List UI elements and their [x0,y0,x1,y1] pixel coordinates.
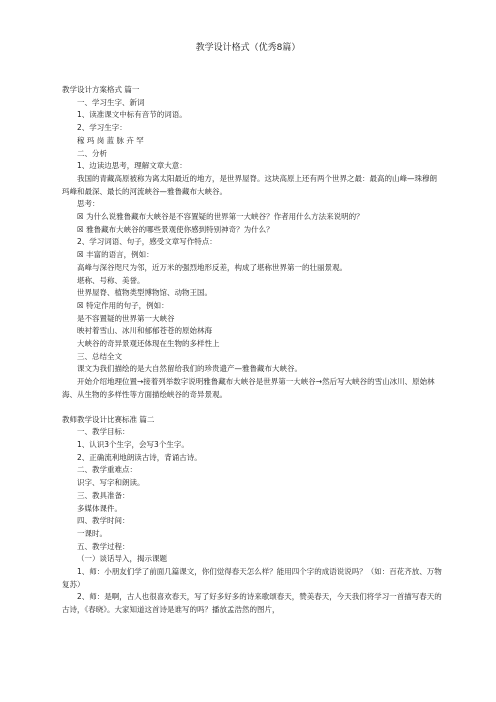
body-line: 1、师：小朋友们学了前面几篇课文，你们觉得春天怎么样？能用四个字的成语说说吗？（如：百花齐放、万物复苏） [62,567,442,589]
body-line: 识字、写字和朗读。 [77,478,145,488]
body-line: 世界屋脊、植物类型博物馆、动物王国。 [77,288,212,298]
body-line: 2、学习生字： [77,123,127,133]
body-line: 2、师：是啊，古人也很喜欢春天，写了好多好多的诗来歌颂春天，赞美春天，今天我们将学习一首描写春天的古诗，《春晓》。大家知道这首诗是谁写的吗？播放孟浩然的图片， [62,592,442,615]
body-line: 2、学习词语、句子，感受文章写作特点： [77,237,217,247]
body-line: ☒ 特定作用的句子，例如： [77,300,169,310]
section-heading: 教师教学设计比赛标准 篇二 [62,414,155,424]
body-line: 2、正确流利地朗读古诗，背诵古诗。 [77,452,202,462]
body-line: 堪称、号称、美誉。 [77,275,145,285]
body-line: 1、边读边思考，理解文章大意： [77,161,187,171]
body-line: 一、学习生字、新词 [77,97,145,107]
body-line: 二、分析 [77,148,107,158]
body-line: 开始介绍地理位置→接着列举数字说明雅鲁藏布大峡谷是世界第一大峡谷→然后写大峡谷的雪山冰川、原始林海、从生物的多样性等方面描绘峡谷的奇异景观。 [62,377,435,399]
body-line: 二、教学重难点： [77,465,137,475]
body-line: 四、教学时间： [77,516,130,526]
section-gap [62,402,442,414]
body-line: 五、教学过程： [77,541,130,551]
body-line: 一课时。 [77,528,107,538]
body-line: 高峰与深谷咫尺为邻，近万米的强烈地形反差，构成了堪称世界第一的壮丽景观。 [77,262,347,272]
body-line: ☒ 为什么说雅鲁藏布大峡谷是不容置疑的世界第一大峡谷？作者用什么方法来说明的？ [77,212,364,222]
document-body [62,84,442,617]
body-line: 一、教学目标： [77,427,130,437]
body-line: 映衬着雪山、冰川和郁郁苍苍的原始林海 [77,326,212,336]
body-line: 1、认识3个生字，会写3个生字。 [77,439,189,449]
body-line: （一）谈话导入，揭示课题 [77,554,167,564]
body-line: 是不容置疑的世界第一大峡谷 [77,313,175,323]
body-line: 1、读准课文中标有音节的词语。 [77,110,187,120]
section-heading: 教学设计方案格式 篇一 [62,85,140,94]
body-line: 三、总结全文 [77,351,122,361]
document-title: 教学设计格式（优秀8篇） [195,43,301,53]
body-line: 稼 玛 岗 蓝 脉 卉 罕 [77,135,144,145]
body-line: 大峡谷的奇异景观还体现在生物的多样性上 [77,339,220,349]
body-line: 我国的青藏高原被称为离太阳最近的地方，是世界屋脊。这块高原上还有两个世界之最：最高的山峰—珠穆朗玛峰和最深、最长的河流峡谷—雅鲁藏布大峡谷。 [62,173,437,196]
body-line: 多媒体课件。 [77,503,122,513]
body-line: ☒ 丰富的语言，例如： [77,250,154,260]
body-line: 课文为我们描绘的是大自然留给我们的珍贵遗产—雅鲁藏布大峡谷。 [77,364,302,374]
body-line: 思考： [77,199,100,209]
body-line: ☒ 雅鲁藏布大峡谷的哪些景观使你感到特别神奇？为什么？ [77,224,274,234]
body-line: 三、教具准备： [77,490,130,500]
